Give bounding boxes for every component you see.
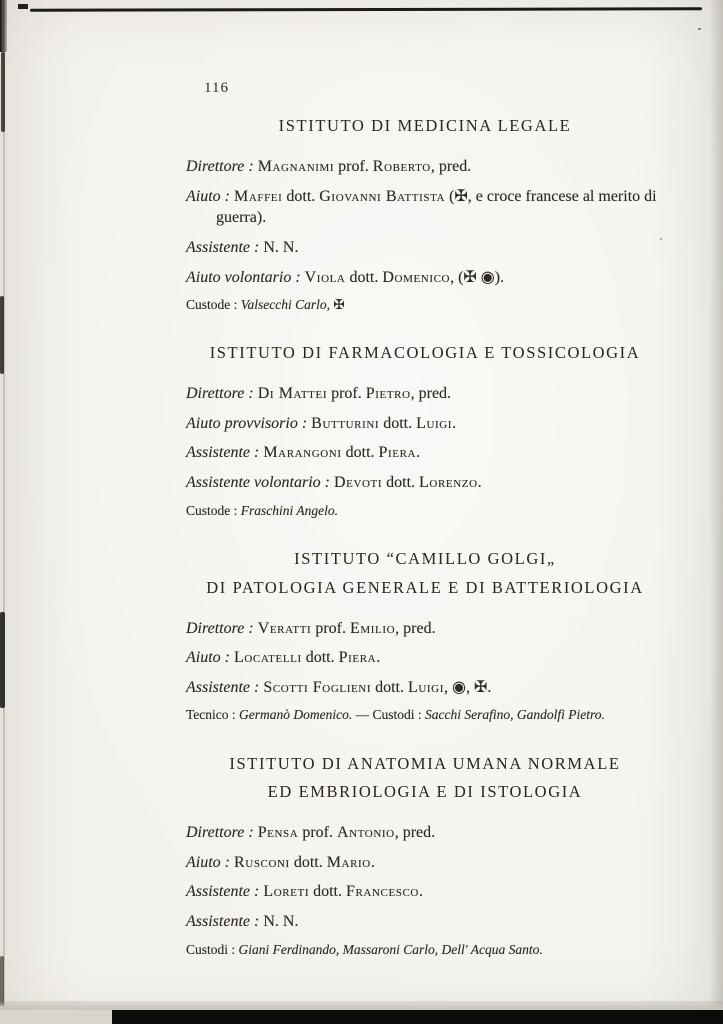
entry-text: , (✠ ◉). xyxy=(450,268,505,286)
staff-entry xyxy=(186,881,664,903)
staff-entry xyxy=(186,706,664,724)
entry-text: Custode : xyxy=(186,502,241,518)
entry-text: prof. xyxy=(311,619,350,637)
staff-entry xyxy=(186,502,664,520)
entry-text: — Custodi : xyxy=(352,707,426,723)
role-label: Giani Ferdinando, Massaroni Carlo, Dell' Acqua Santo. xyxy=(238,941,543,957)
role-label: Assistente : xyxy=(186,444,264,462)
role-label: Germanò Domenico. xyxy=(239,707,353,723)
role-label: Direttore : xyxy=(186,824,258,842)
institute-section xyxy=(186,112,664,314)
staff-entry xyxy=(186,413,664,435)
institute-title-line: DI PATOLOGIA GENERALE E DI BATTERIOLOGIA xyxy=(206,577,644,597)
person-name: Scotti Foglieni xyxy=(263,678,372,696)
role-label: Aiuto : xyxy=(186,187,234,205)
staff-entry xyxy=(186,472,664,494)
person-name: Lorenzo xyxy=(419,473,478,491)
person-name: Rusconi xyxy=(234,853,290,871)
entry-text: , pred. xyxy=(395,619,436,637)
person-name: Locatelli xyxy=(234,649,302,667)
role-label: Assistente volontario : xyxy=(186,473,334,491)
entry-text: , pred. xyxy=(394,824,436,842)
staff-entry xyxy=(186,156,664,178)
person-name: Devoti xyxy=(333,473,383,491)
staff-entry xyxy=(186,911,664,933)
scan-top-edge-fragment xyxy=(18,4,28,9)
institute-title-line: ISTITUTO DI MEDICINA LEGALE xyxy=(278,116,572,136)
role-label: Direttore : xyxy=(186,385,258,403)
scan-binding-mark xyxy=(1,52,5,132)
person-name: Francesco xyxy=(345,883,419,901)
entry-text: Custode : xyxy=(186,297,241,313)
scan-binding-mark xyxy=(0,296,4,374)
page-number: 116 xyxy=(204,80,229,96)
scan-binding-mark xyxy=(0,612,5,708)
entry-text: dott. xyxy=(282,187,320,205)
person-name: Luigi xyxy=(408,678,444,696)
person-name: Domenico xyxy=(382,268,451,286)
entry-text: , pred. xyxy=(410,385,452,403)
person-name: Veratti xyxy=(257,619,312,637)
person-name: Piera xyxy=(378,444,417,462)
person-name: Viola xyxy=(304,268,346,286)
role-label: Assistente : xyxy=(186,238,264,256)
entry-text: prof. xyxy=(298,824,337,842)
scan-top-edge-line xyxy=(30,7,702,11)
entry-text: dott. xyxy=(301,649,339,667)
staff-entry xyxy=(186,267,664,289)
role-label: Direttore : xyxy=(186,158,258,176)
entry-text: prof. xyxy=(334,158,373,176)
scan-dust-speck xyxy=(698,28,701,30)
person-name: Emilio xyxy=(349,619,396,637)
entry-text: ✠ xyxy=(330,297,345,313)
entry-text: dott. xyxy=(341,444,379,462)
sections xyxy=(186,112,664,959)
scan-binding-mark xyxy=(0,0,7,52)
person-name: Maffei xyxy=(234,187,283,205)
entry-text: dott. xyxy=(345,268,383,286)
role-label: Valsecchi Carlo, xyxy=(240,297,331,313)
role-label: Assistente : xyxy=(186,913,264,931)
entry-text: N. N. xyxy=(263,913,299,931)
entry-text: Custodi : xyxy=(186,941,239,957)
role-label: Aiuto volontario : xyxy=(186,268,305,286)
role-label: Sacchi Serafino, Gandolfi Pietro. xyxy=(425,707,605,723)
institute-title-line: ISTITUTO DI ANATOMIA UMANA NORMALE xyxy=(229,753,621,773)
entry-text: . xyxy=(376,649,381,667)
institute-title xyxy=(186,545,664,603)
person-name: Butturini xyxy=(311,414,380,432)
scan-binding-shadow xyxy=(3,0,5,1024)
institute-section xyxy=(186,750,664,959)
institute-section xyxy=(186,339,664,519)
staff-entry xyxy=(186,677,664,699)
entry-text: . xyxy=(416,444,421,462)
institute-section xyxy=(186,545,664,725)
role-label: Aiuto provvisorio : xyxy=(186,414,312,432)
scan-right-edge-shadow xyxy=(709,0,723,1024)
scan-bottom-gray-band xyxy=(0,1001,723,1010)
person-name: Pietro xyxy=(365,385,411,403)
role-label: Assistente : xyxy=(186,883,264,901)
entry-text: dott. xyxy=(379,414,417,432)
entry-text: . xyxy=(370,853,375,871)
institute-title-line: ED EMBRIOLOGIA E DI ISTOLOGIA xyxy=(267,782,583,802)
person-name: Giovanni Battista xyxy=(319,187,446,205)
person-name: Di Mattei xyxy=(257,385,328,403)
person-name: Antonio xyxy=(336,824,395,842)
scan-bottom-left-band xyxy=(0,1010,112,1024)
entry-text: dott. xyxy=(309,883,346,901)
person-name: Magnanimi xyxy=(257,158,335,176)
role-label: Direttore : xyxy=(186,619,258,637)
institute-title-line: ISTITUTO DI FARMACOLOGIA E TOSSICOLOGIA xyxy=(209,343,641,363)
person-name: Pensa xyxy=(257,824,299,842)
staff-entry xyxy=(186,647,664,669)
role-label: Fraschini Angelo. xyxy=(240,502,339,518)
entry-text: , pred. xyxy=(430,158,472,176)
entry-text: dott. xyxy=(289,853,327,871)
staff-entry xyxy=(186,383,664,405)
institute-title xyxy=(186,339,664,368)
role-label: Assistente : xyxy=(186,678,264,696)
person-name: Mario xyxy=(326,853,371,871)
staff-entry xyxy=(186,442,664,464)
page-content xyxy=(186,78,664,966)
entry-text: prof. xyxy=(327,385,366,403)
institute-title xyxy=(186,112,664,141)
entry-text: . xyxy=(477,473,482,491)
person-name: Marangoni xyxy=(263,444,342,462)
institute-title xyxy=(186,750,664,808)
entry-text: , ◉, ✠. xyxy=(444,678,492,696)
staff-entry xyxy=(186,237,664,259)
role-label: Aiuto : xyxy=(186,649,234,667)
entry-text: dott. xyxy=(371,678,408,696)
scan-binding-mark xyxy=(0,956,4,1006)
entry-text: . xyxy=(418,883,423,901)
role-label: Aiuto : xyxy=(186,853,234,871)
person-name: Loreti xyxy=(263,883,310,901)
person-name: Piera xyxy=(338,649,377,667)
entry-text: . xyxy=(452,414,457,432)
staff-entry xyxy=(186,822,664,844)
entry-text: Tecnico : xyxy=(186,707,240,723)
staff-entry xyxy=(186,618,664,640)
person-name: Luigi xyxy=(416,414,453,432)
institute-title-line: ISTITUTO “CAMILLO GOLGI„ xyxy=(294,548,556,568)
staff-entry xyxy=(186,941,664,959)
entry-text: N. N. xyxy=(263,238,299,256)
person-name: Roberto xyxy=(372,158,431,176)
staff-entry xyxy=(186,186,664,229)
entry-text: (✠, e croce francese al merito di guerra). xyxy=(216,187,657,227)
scan-bottom-black-band xyxy=(112,1010,723,1024)
entry-text: dott. xyxy=(382,473,420,491)
staff-entry xyxy=(186,296,664,314)
staff-entry xyxy=(186,852,664,874)
